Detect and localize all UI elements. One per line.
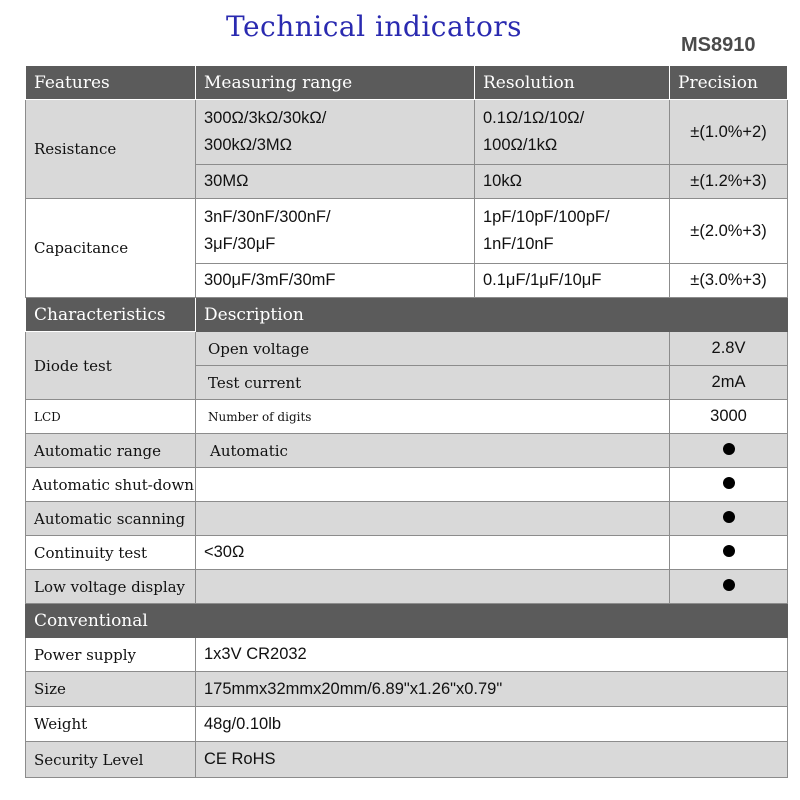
table-row (26, 100, 788, 165)
model-number: MS8910 (681, 34, 756, 56)
page-title: Technical indicators (225, 10, 523, 43)
table-row (26, 199, 788, 264)
row-label-automatic-shut-down: Automatic shut-down (26, 468, 196, 502)
description-cell (196, 502, 670, 536)
value-cell (670, 502, 788, 536)
value-cell: 3000 (670, 400, 788, 434)
row-label-security-level: Security Level (26, 742, 196, 778)
precision-cell: ±(1.0%+2) (670, 100, 788, 165)
value-cell: 48g/0.10lb (196, 707, 788, 742)
supported-dot-icon (723, 511, 735, 523)
range-line: 3μF/30μF (204, 235, 276, 253)
description-cell (196, 468, 670, 502)
value-cell: 175mmx32mmx20mm/6.89"x1.26"x0.79" (196, 672, 788, 707)
range-cell: 30MΩ (196, 165, 475, 199)
table-row (26, 502, 788, 536)
value-cell: 2mA (670, 366, 788, 400)
header-features: Features (26, 66, 196, 100)
resolution-line: 1pF/10pF/100pF/ (483, 208, 610, 226)
range-line: 3nF/30nF/300nF/ (204, 208, 331, 226)
table-row (26, 468, 788, 502)
header-description: Description (196, 298, 788, 332)
resolution-line: 0.1Ω/1Ω/10Ω/ (483, 109, 585, 127)
table-row (26, 570, 788, 604)
range-line: 300Ω/3kΩ/30kΩ/ (204, 109, 327, 127)
row-label-size: Size (26, 672, 196, 707)
spec-table (25, 65, 788, 778)
row-label-capacitance: Capacitance (26, 199, 196, 298)
row-label-diode-test: Diode test (26, 332, 196, 400)
precision-cell: ±(3.0%+3) (670, 264, 788, 298)
value-cell: 2.8V (670, 332, 788, 366)
description-cell: Open voltage (196, 332, 670, 366)
header-precision: Precision (670, 66, 788, 100)
resolution-line: 100Ω/1kΩ (483, 136, 558, 154)
characteristics-header-row (26, 298, 788, 332)
value-cell (670, 536, 788, 570)
range-line: 300kΩ/3MΩ (204, 136, 292, 154)
description-cell: Number of digits (196, 400, 670, 434)
header-measuring-range: Measuring range (196, 66, 475, 100)
range-cell (196, 100, 475, 165)
description-cell (196, 570, 670, 604)
row-label-weight: Weight (26, 707, 196, 742)
resolution-cell: 0.1μF/1μF/10μF (475, 264, 670, 298)
spec-header-row (26, 66, 788, 100)
description-cell: <30Ω (196, 536, 670, 570)
row-label-power-supply: Power supply (26, 638, 196, 672)
range-cell (196, 199, 475, 264)
row-label-continuity-test: Continuity test (26, 536, 196, 570)
conventional-header-row (26, 604, 788, 638)
header-conventional: Conventional (26, 604, 788, 638)
row-label-automatic-scanning: Automatic scanning (26, 502, 196, 536)
value-cell (670, 468, 788, 502)
header-characteristics: Characteristics (26, 298, 196, 332)
value-cell: 1x3V CR2032 (196, 638, 788, 672)
table-row (26, 638, 788, 672)
table-row (26, 742, 788, 778)
resolution-cell: 10kΩ (475, 165, 670, 199)
table-row (26, 434, 788, 468)
precision-cell: ±(1.2%+3) (670, 165, 788, 199)
table-row (26, 707, 788, 742)
table-row (26, 672, 788, 707)
row-label-low-voltage-display: Low voltage display (26, 570, 196, 604)
precision-cell: ±(2.0%+3) (670, 199, 788, 264)
supported-dot-icon (723, 579, 735, 591)
supported-dot-icon (723, 545, 735, 557)
resolution-line: 1nF/10nF (483, 235, 554, 253)
supported-dot-icon (723, 443, 735, 455)
table-row (26, 400, 788, 434)
value-cell (670, 434, 788, 468)
table-row (26, 332, 788, 366)
row-label-lcd: LCD (26, 400, 196, 434)
description-cell: Automatic (196, 434, 670, 468)
resolution-cell (475, 199, 670, 264)
row-label-resistance: Resistance (26, 100, 196, 199)
row-label-automatic-range: Automatic range (26, 434, 196, 468)
supported-dot-icon (723, 477, 735, 489)
header-resolution: Resolution (475, 66, 670, 100)
resolution-cell (475, 100, 670, 165)
value-cell: CE RoHS (196, 742, 788, 778)
value-cell (670, 570, 788, 604)
range-cell: 300μF/3mF/30mF (196, 264, 475, 298)
description-cell: Test current (196, 366, 670, 400)
table-row (26, 536, 788, 570)
